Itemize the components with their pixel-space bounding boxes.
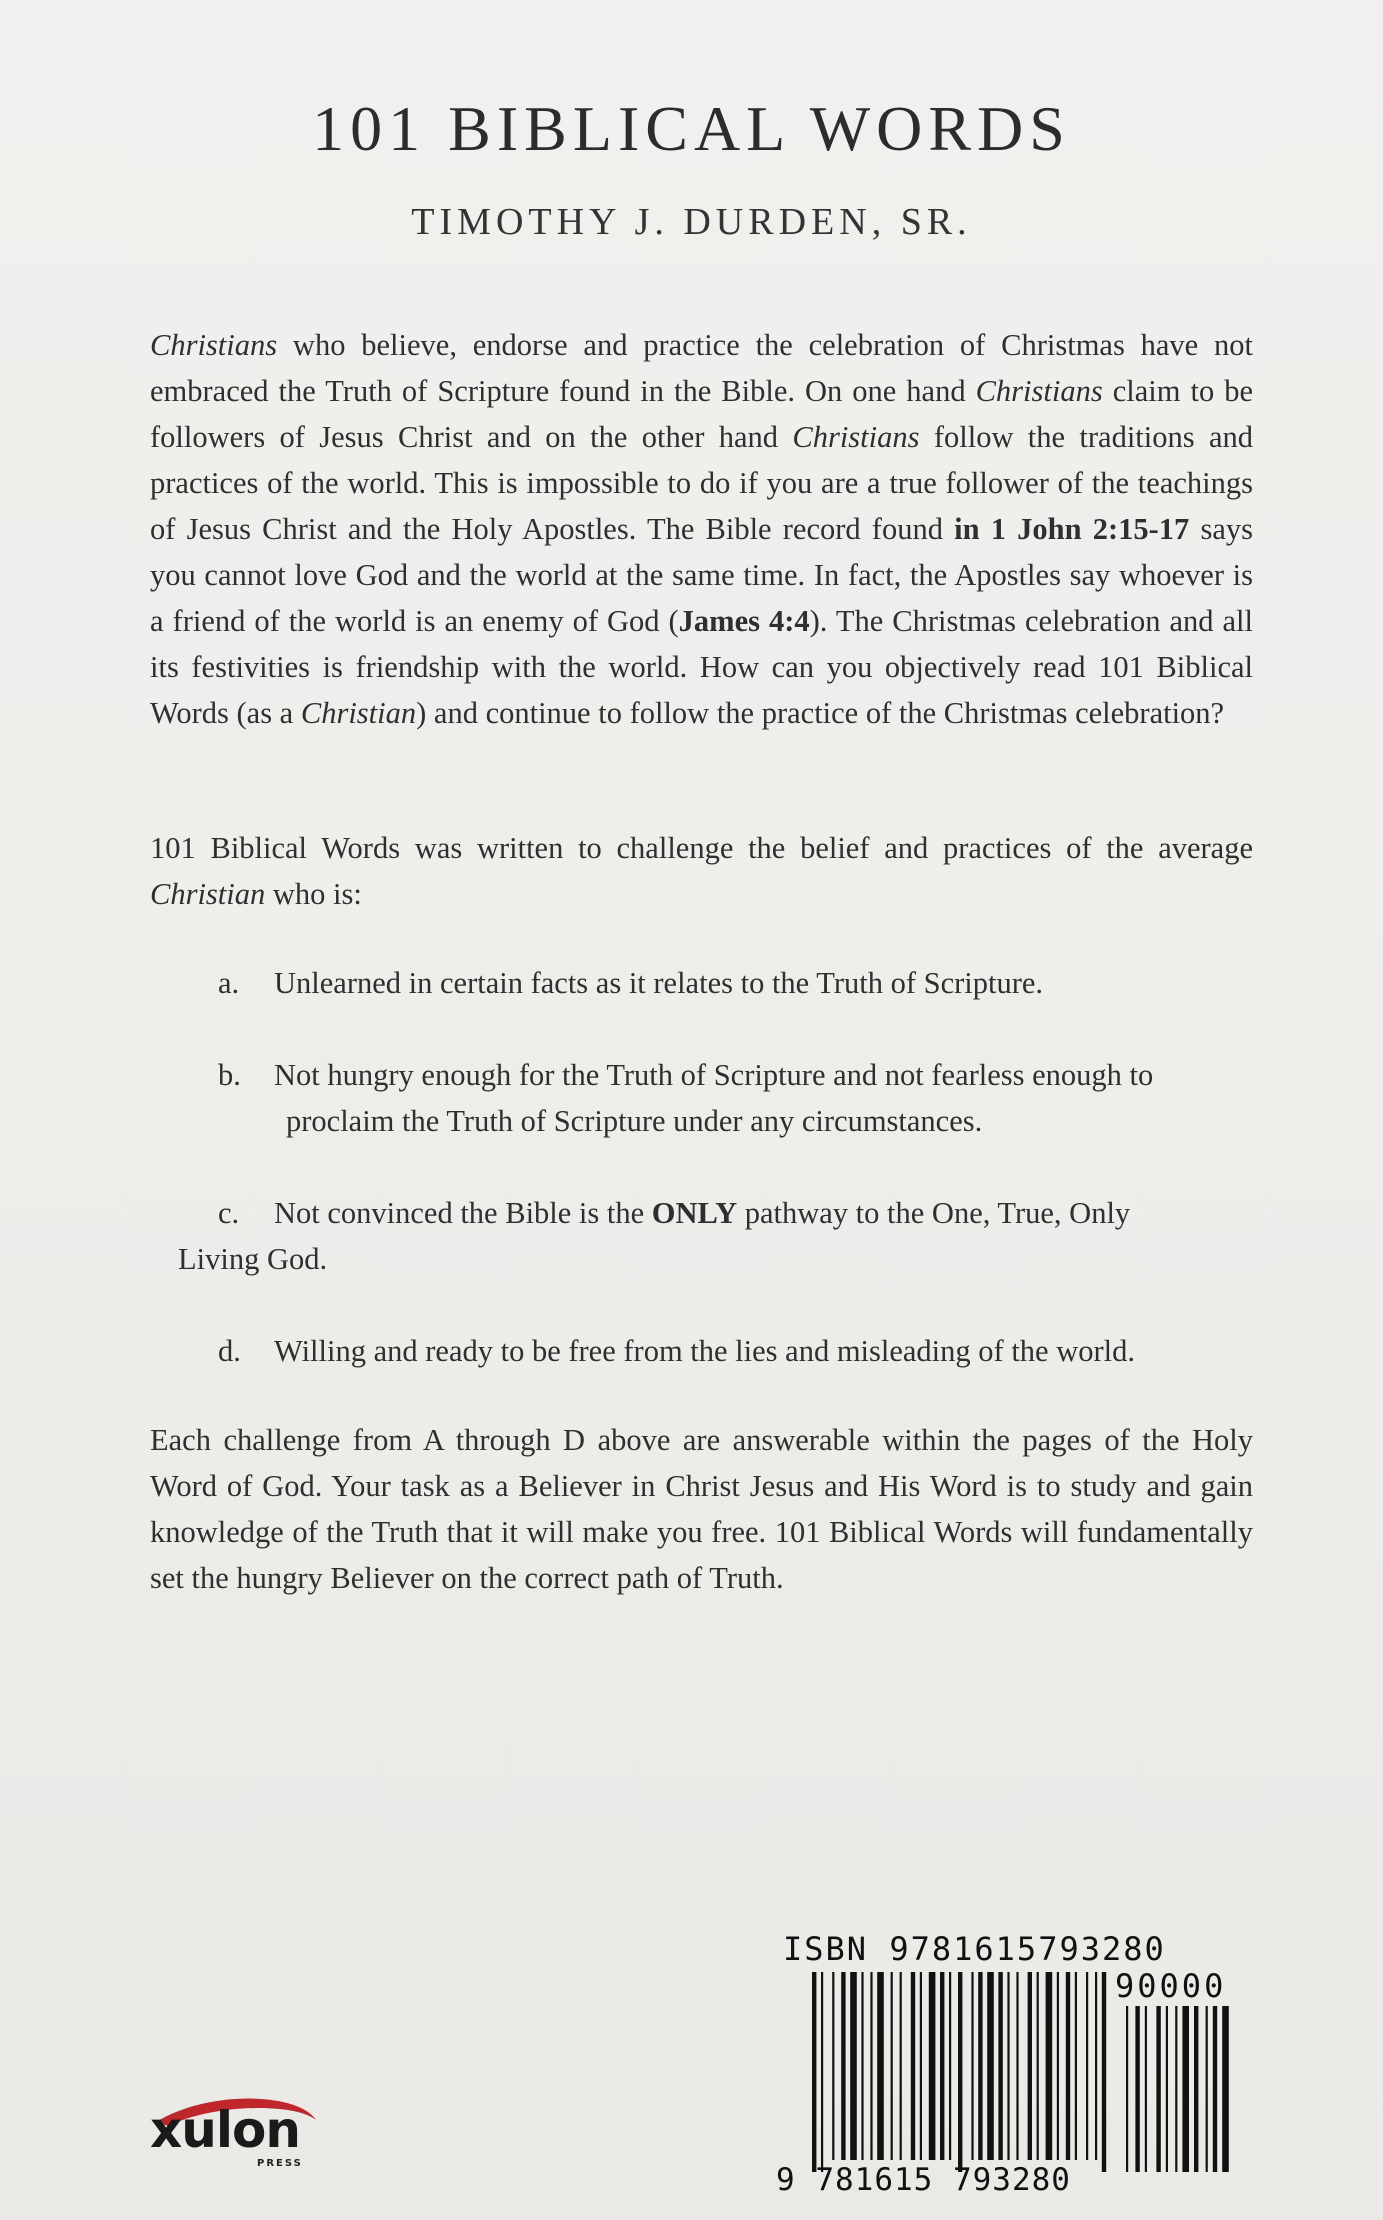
list-letter: a. [218,966,240,1000]
barcode-bar [1007,1972,1009,2160]
publisher-logo: xulon [150,2101,300,2159]
barcode-bar [870,1972,872,2160]
addon-bar [1213,2006,1217,2172]
barcode-bar [850,1972,857,2160]
list-text-after: pathway to the One, True, Only [737,1196,1131,1230]
addon-bar [1222,2006,1229,2172]
barcode-bar [1075,1972,1077,2160]
list-text-continued: Living God. [178,1242,328,1276]
barcode-bar [1086,1972,1088,2160]
author-name: TIMOTHY J. DURDEN, SR. [411,201,972,243]
barcode-bar [891,1972,893,2160]
barcode-bar [877,1972,884,2160]
italic-term: Christian [300,696,417,730]
barcode-digits: 9 781615 793280 [776,2162,1071,2198]
text-run: claim to be followers of Jesus Christ and on the other hand [150,374,1253,454]
barcode-bar [1046,1972,1053,2160]
list-letter: c. [218,1196,240,1230]
emphasis-only: ONLY [651,1196,738,1230]
barcode-bar [841,1972,845,2160]
barcode-bar [1016,1972,1018,2160]
barcode-bar [1066,1972,1070,2160]
addon-bar [1206,2006,1208,2172]
barcode-bar [861,1972,863,2160]
text-run: who is: [265,877,362,911]
scripture-reference: in 1 John 2:15-17 [954,512,1190,546]
barcode-bar [940,1972,944,2160]
text-run: who believe, endorse and practice the celebration of Christmas have not embraced the Truth of Scripture found in the Bible. On one hand [150,328,1253,408]
list-item-a [218,960,1253,1006]
text-run: ). The Christmas celebration and all its festivities is friendship with the world. How can you objectively read 101 Biblical Words (as a [150,604,1253,730]
list-letter: d. [218,1334,241,1368]
barcode-bar [1028,1972,1032,2160]
barcode-bar [920,1972,922,2160]
addon-bar [1182,2006,1189,2172]
challenge-intro-paragraph [150,825,1253,917]
barcode-bar [958,1972,962,2172]
list-text: Not hungry enough for the Truth of Scripture and not fearless enough to [274,1058,1154,1092]
text-run: ) and continue to follow the practice of the Christmas celebration? [416,696,1225,730]
barcode-bar [900,1972,902,2160]
intro-paragraph [150,322,1253,736]
text-run: says you cannot love God and the world at the same time. In fact, the Apostles say whoever is a friend of the world is an enemy of God ( [150,512,1254,638]
isbn-label: ISBN 9781615793280 [783,1930,1166,1968]
publisher-press-label: PRESS [257,2158,303,2169]
italic-term: Christians [150,328,278,362]
text-run: follow the traditions and practices of the world. This is impossible to do if you are a true follower of the teachings of Jesus Christ and the Holy Apostles. The Bible record found [150,420,1253,546]
barcode-bar [832,1972,834,2160]
scripture-reference: James 4:4 [678,604,810,638]
barcode-bar [998,1972,1002,2160]
barcode-bar [1057,1972,1059,2160]
barcode-bar [821,1972,823,2172]
italic-term: Christian [150,877,266,911]
barcode-bar [971,1972,973,2160]
addon-bar [1175,2006,1177,2172]
list-item-b [218,1052,1253,1144]
addon-bar [1126,2006,1128,2172]
barcode-bar [1037,1972,1039,2160]
barcode-bar [949,1972,951,2160]
list-letter: b. [218,1058,241,1092]
addon-bar [1156,2006,1160,2172]
list-text: Unlearned in certain facts as it relates to the Truth of Scripture. [274,966,1044,1000]
closing-paragraph: Each challenge from A through D above are answerable within the pages of the Holy Word of God. Your task as a Believer in Christ Jesus and His Word is to study and gain knowledge of the Truth that it will make you free. 101 Biblical Words will fundamentally set the hungry Believer on the correct path of Truth. [150,1423,1253,1595]
barcode-bar [929,1972,936,2160]
addon-bar [1166,2006,1168,2172]
addon-bar [1194,2006,1198,2172]
barcode-bar [1102,1972,1106,2172]
addon-bar [1145,2006,1147,2172]
list-text: Willing and ready to be free from the lies and misleading of the world. [274,1334,1135,1368]
barcode-bar [987,1972,994,2160]
italic-term: Christians [792,420,920,454]
book-title: 101 BIBLICAL WORDS [312,93,1071,164]
barcode-bar [1095,1972,1097,2160]
list-text-continued: proclaim the Truth of Scripture under any circumstances. [286,1104,983,1138]
price-code: 90000 [1115,1967,1227,2005]
italic-term: Christians [975,374,1103,408]
list-text: Not convinced the Bible is the [274,1196,652,1230]
list-item-d [218,1328,1253,1374]
barcode-bar [812,1972,816,2172]
barcode-bar [978,1972,982,2160]
barcode-bar [911,1972,915,2160]
addon-bar [1135,2006,1139,2172]
list-item-c [178,1190,1253,1282]
text-run: 101 Biblical Words was written to challenge the belief and practices of the average [150,831,1253,865]
